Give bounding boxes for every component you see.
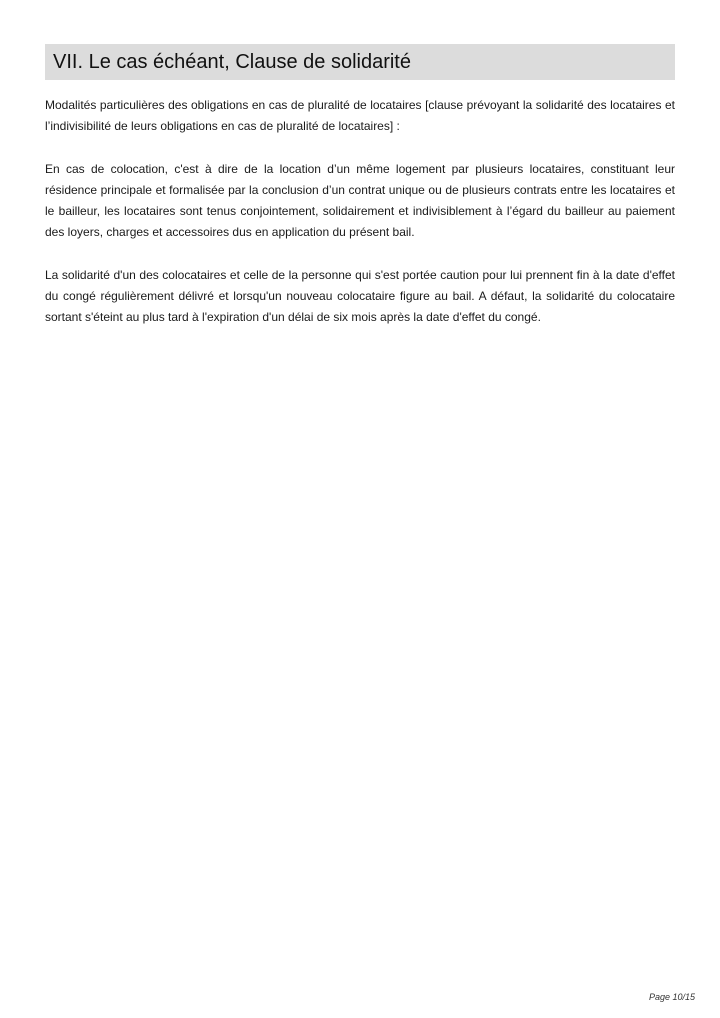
paragraph-intro: Modalités particulières des obligations en cas de pluralité de locataires [clause prévoyant la solidarité des locataires et l’indivisibilité de leurs obligations en cas de pluralité de locataires] : bbox=[45, 98, 675, 133]
section-body bbox=[45, 95, 675, 350]
paragraph-colocation: En cas de colocation, c'est à dire de la location d’un même logement par plusieurs locataires, constituant leur résidence principale et formalisée par la conclusion d’un contrat unique ou de plusieurs contrats entre les locataires et le bailleur, les locataires sont tenus conjointement, solidairement et indivisiblement à l’égard du bailleur au paiement des loyers, charges et accessoires dus en application du présent bail. bbox=[45, 162, 675, 239]
page-number: Page 10/15 bbox=[648, 992, 695, 1002]
section-title: VII. Le cas échéant, Clause de solidarité bbox=[53, 51, 411, 73]
section-header bbox=[45, 44, 675, 80]
paragraph-solidarity-end: La solidarité d'un des colocataires et celle de la personne qui s'est portée caution pour lui prennent fin à la date d'effet du congé régulièrement délivré et lorsqu'un nouveau colocataire figure au bail. A défaut, la solidarité du colocataire sortant s'éteint au plus tard à l'expiration d'un délai de six mois après la date d'effet du congé. bbox=[45, 268, 675, 324]
